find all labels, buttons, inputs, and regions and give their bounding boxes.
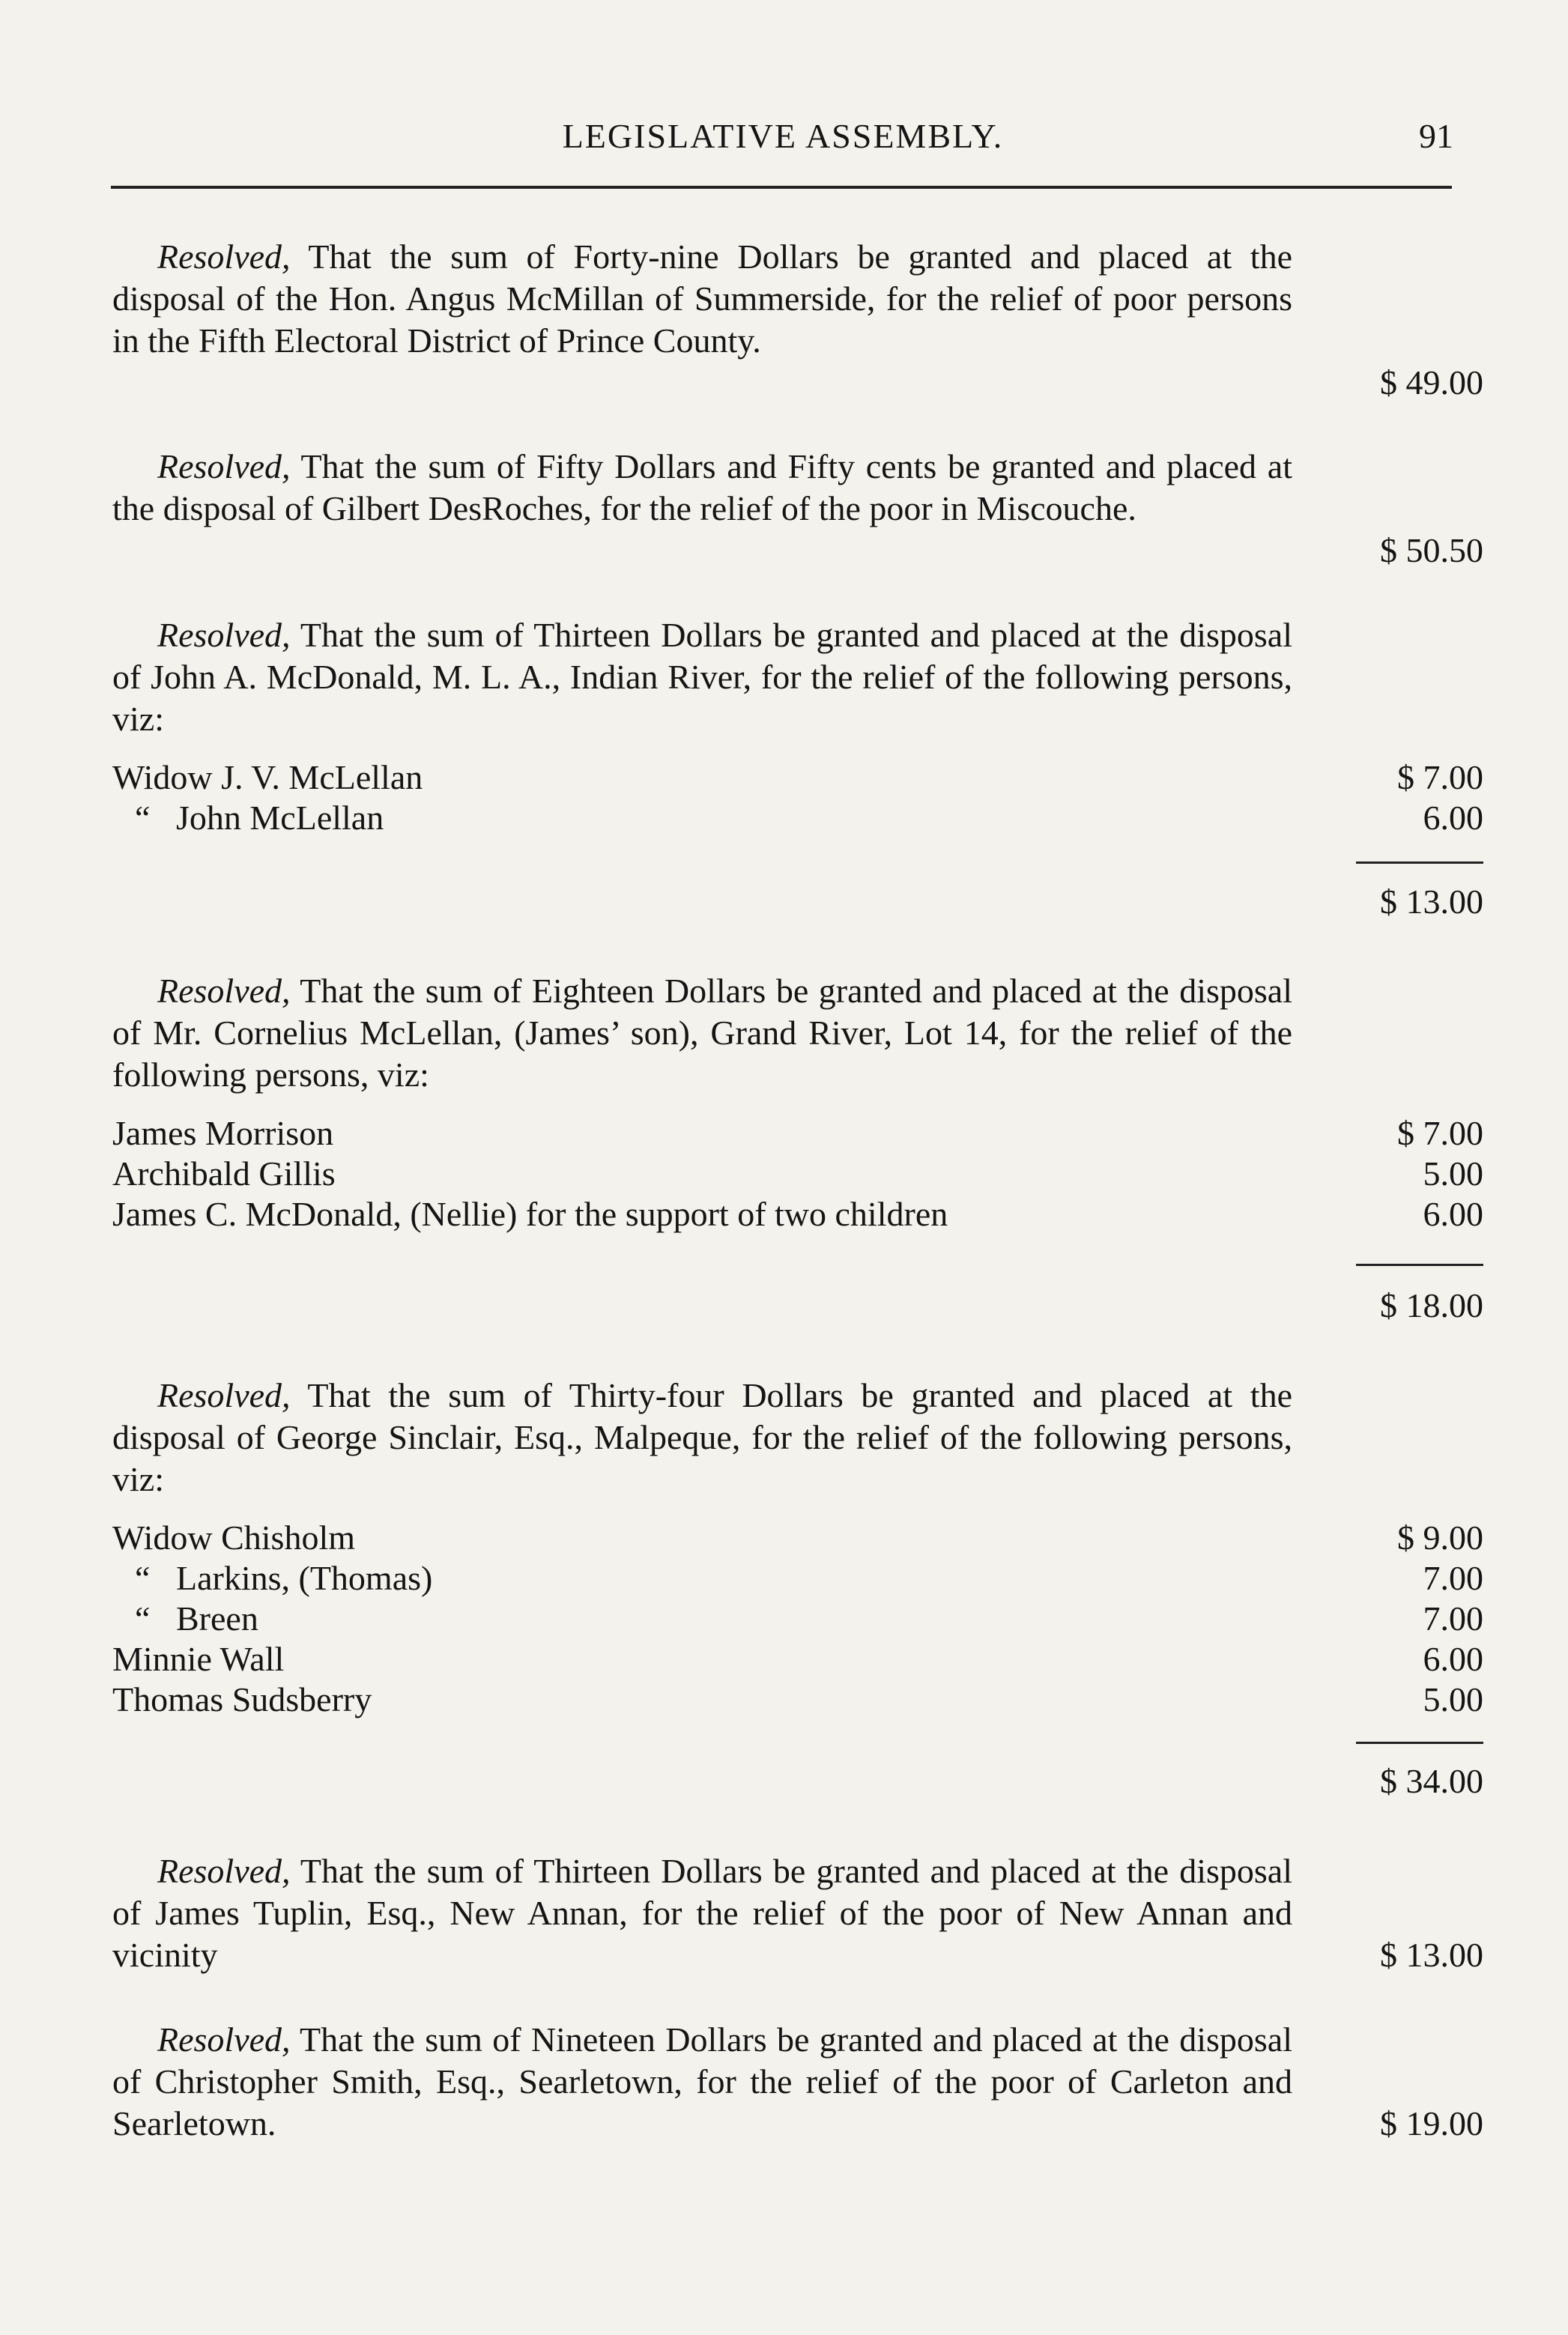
resolution xyxy=(112,1375,1483,1800)
resolution-body: That the sum of Thirteen Dollars be granted and placed at the disposal of James Tuplin, Esq., New Annan, for the relief of the poor of New Annan and vicinity xyxy=(112,1852,1292,1974)
beneficiary-amount: 7.00 xyxy=(1423,1559,1483,1597)
resolution-total: $ 13.00 xyxy=(1380,882,1483,921)
list-item xyxy=(112,1517,1483,1557)
list-item xyxy=(112,1153,1483,1193)
beneficiary-name: Archibald Gillis xyxy=(112,1154,336,1193)
beneficiary-amount: 6.00 xyxy=(1423,1640,1483,1678)
beneficiary-amount: 6.00 xyxy=(1423,1195,1483,1233)
resolved-lead: Resolved, xyxy=(157,616,291,654)
resolution xyxy=(112,236,1483,402)
page-title: LEGISLATIVE ASSEMBLY. xyxy=(562,117,1004,155)
resolved-lead: Resolved, xyxy=(157,237,291,276)
beneficiary-amount: 7.00 xyxy=(1423,1599,1483,1638)
beneficiary-amount: $ 7.00 xyxy=(1397,1114,1483,1152)
beneficiary-amount: 5.00 xyxy=(1423,1680,1483,1718)
resolution-amount: $ 50.50 xyxy=(1380,531,1483,569)
resolution-amount: $ 19.00 xyxy=(1380,2104,1483,2142)
list-item xyxy=(112,1557,1483,1598)
resolution xyxy=(112,970,1483,1324)
resolution-amount: $ 49.00 xyxy=(1380,363,1483,402)
resolved-lead: Resolved, xyxy=(157,2020,291,2059)
beneficiary-name: Minnie Wall xyxy=(112,1640,285,1678)
resolution-text xyxy=(112,446,1292,530)
resolution-text xyxy=(112,236,1292,362)
resolution-text xyxy=(112,614,1292,740)
resolution-total: $ 18.00 xyxy=(1380,1286,1483,1324)
list-item xyxy=(112,797,1483,838)
beneficiary-name: James C. McDonald, (Nellie) for the support of two children xyxy=(112,1195,948,1233)
resolved-lead: Resolved, xyxy=(157,1852,291,1890)
resolution-body: That the sum of Nineteen Dollars be granted and placed at the disposal of Christopher Smith, Esq., Searletown, for the relief of the poor of Carleton and Searletown. xyxy=(112,2020,1292,2142)
list-item xyxy=(112,1112,1483,1153)
beneficiary-list xyxy=(112,757,1483,838)
list-item xyxy=(112,1679,1483,1719)
beneficiary-name: Widow J. V. McLellan xyxy=(112,758,423,796)
resolution xyxy=(112,1850,1483,1976)
beneficiary-amount: $ 9.00 xyxy=(1397,1518,1483,1557)
sum-rule xyxy=(1356,1742,1483,1744)
resolution-body: That the sum of Thirty-four Dollars be granted and placed at the disposal of George Sinclair, Esq., Malpeque, for the relief of the following persons, viz: xyxy=(112,1376,1292,1498)
sum-rule xyxy=(1356,861,1483,864)
ditto-mark: “ xyxy=(135,1559,151,1597)
resolution-body: That the sum of Fifty Dollars and Fifty cents be granted and placed at the disposal of Gilbert DesRoches, for the relief of the poor in Miscouche. xyxy=(112,447,1292,527)
beneficiary-amount: $ 7.00 xyxy=(1397,758,1483,796)
resolution-amount: $ 13.00 xyxy=(1380,1936,1483,1974)
resolution-text xyxy=(112,2019,1292,2145)
resolution-text xyxy=(112,1375,1292,1500)
beneficiary-name: Larkins, (Thomas) xyxy=(176,1559,433,1597)
resolution-text xyxy=(112,970,1292,1096)
ditto-mark: “ xyxy=(135,799,151,837)
resolution-body: That the sum of Eighteen Dollars be granted and placed at the disposal of Mr. Cornelius McLellan, (James’ son), Grand River, Lot 14, for the relief of the following persons, viz: xyxy=(112,972,1292,1094)
beneficiary-amount: 5.00 xyxy=(1423,1154,1483,1193)
resolution-text xyxy=(112,1850,1292,1976)
page-number: 91 xyxy=(1419,117,1453,155)
resolved-lead: Resolved, xyxy=(157,1376,291,1414)
resolution xyxy=(112,446,1483,569)
sum-rule xyxy=(1356,1264,1483,1266)
resolution-total: $ 34.00 xyxy=(1380,1762,1483,1800)
beneficiary-list xyxy=(112,1517,1483,1719)
list-item xyxy=(112,1638,1483,1679)
resolution-body: That the sum of Forty-nine Dollars be granted and placed at the disposal of the Hon. Angus McMillan of Summerside, for the relief of poor persons in the Fifth Electoral District of Prince County. xyxy=(112,237,1292,360)
resolution xyxy=(112,614,1483,921)
ditto-mark: “ xyxy=(135,1599,151,1638)
list-item xyxy=(112,757,1483,797)
beneficiary-name: Widow Chisholm xyxy=(112,1518,355,1557)
beneficiary-name: Thomas Sudsberry xyxy=(112,1680,372,1718)
list-item xyxy=(112,1598,1483,1638)
resolved-lead: Resolved, xyxy=(157,447,291,485)
resolution-body: That the sum of Thirteen Dollars be granted and placed at the disposal of John A. McDonald, M. L. A., Indian River, for the relief of the following persons, viz: xyxy=(112,616,1292,738)
list-item xyxy=(112,1193,1483,1234)
page-header xyxy=(112,116,1453,161)
beneficiary-list xyxy=(112,1112,1483,1234)
beneficiary-name: James Morrison xyxy=(112,1114,334,1152)
resolution xyxy=(112,2019,1483,2145)
header-rule xyxy=(111,186,1452,189)
beneficiary-name: Breen xyxy=(176,1599,258,1638)
resolved-lead: Resolved, xyxy=(157,972,291,1010)
beneficiary-name: John McLellan xyxy=(176,799,384,837)
beneficiary-amount: 6.00 xyxy=(1423,799,1483,837)
